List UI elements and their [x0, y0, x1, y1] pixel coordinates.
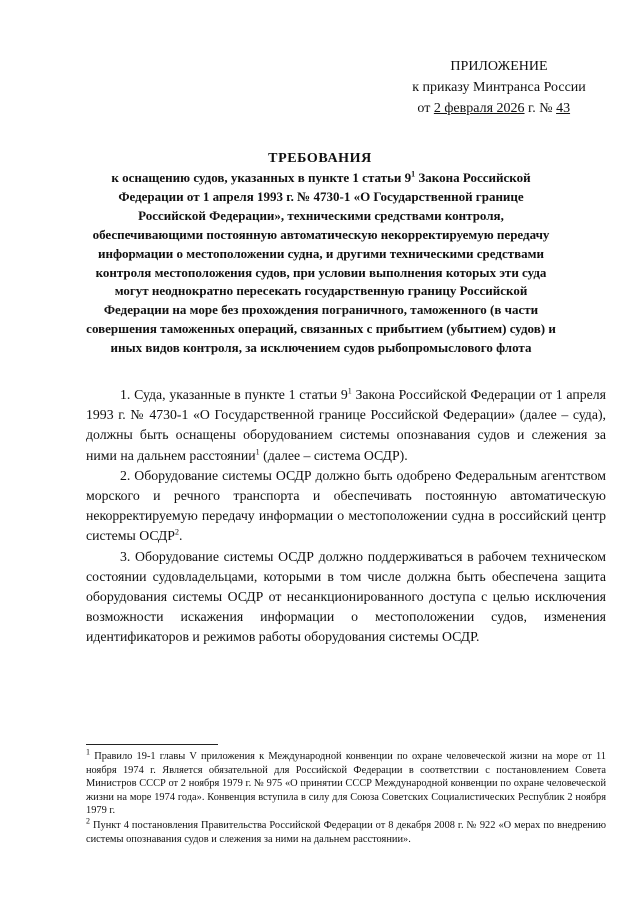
footnote-1: [86, 747, 606, 818]
p1-text-a: 1. Суда, указанные в пункте 1 статьи 9: [120, 387, 348, 402]
document-subtitle: [86, 169, 556, 358]
footnote-ref-2: 2: [174, 527, 179, 537]
document-title: ТРЕБОВАНИЯ: [268, 151, 372, 166]
footnote-2-text: Пункт 4 постановления Правительства Российской Федерации от 8 декабря 2008 г. № 922 «О мерах по внедрению системы опознавания судов и слежения за ними на дальнем расстоянии».: [86, 819, 606, 845]
order-date: 2 февраля 2026: [433, 101, 525, 116]
appendix-header: [404, 56, 594, 119]
p1-sup: 1: [347, 386, 352, 396]
subtitle-part1: к оснащению судов, указанных в пункте 1 статьи 9: [111, 170, 412, 185]
subtitle-part2: Закона Российской Федерации от 1 апреля 1993 г. № 4730-1 «О Государственной границе Российской Федерации», техническими средствами контроля, обеспечивающими постоянную автоматическую некорректируемую передачу информации о местоположении судна, и другими техническими средствами контроля местоположения судов, при условии выполнения которых эти суда могут неоднократно пересекать государственную границу Российской Федерации на море без прохождения пограничного, таможенного (в части совершения таможенных операций, связанных с прибытием (убытием) судов) и иных видов контроля, за исключением судов рыбопромыслового флота: [86, 170, 556, 356]
paragraph-1: [86, 385, 606, 466]
footnotes: [86, 747, 606, 847]
number-prefix: г. №: [528, 101, 553, 116]
paragraph-3: 3. Оборудование системы ОСДР должно поддерживаться в рабочем техническом состоянии судовладельцами, которыми в том числе должна быть обеспечена защита оборудования системы ОСДР от несанкционированного доступа с целью исключения возможности искажения информации о местоположении судов, изменения идентификаторов и режимов работы оборудования системы ОСДР.: [86, 548, 606, 645]
paragraph-2: [86, 466, 606, 547]
p1-text-b: Закона Российской Федерации от 1 апреля 1993 г. № 4730-1 «О Государственной границе Российской Федерации» (далее – суда), должны быть оснащены оборудованием системы опознавания судов и слежения за ними на дальнем расстоянии: [86, 387, 607, 463]
date-prefix: от: [417, 101, 431, 116]
p2-text-b: .: [178, 528, 183, 544]
p1-text-c: (далее – система ОСДР).: [259, 447, 408, 463]
appendix-label: ПРИЛОЖЕНИЕ: [450, 59, 548, 74]
p2-text-a: 2. Оборудование системы ОСДР должно быть одобрено Федеральным агентством морского и речного транспорта и обеспечивать постоянную автоматическую некорректируемую передачу информации о местоположении судна в российский центр системы ОСДР: [86, 467, 606, 544]
appendix-order-ref: к приказу Минтранса России: [412, 80, 586, 95]
footnote-divider: [86, 744, 218, 745]
footnote-2-mark: 2: [86, 816, 90, 826]
footnote-1-text: Правило 19-1 главы V приложения к Международной конвенции по охране человеческой жизни на море от 11 ноября 1974 г. Является обязательной для Российской Федерации в соответствии с постановлением Совета Министров СССР от 2 ноября 1979 г. № 975 «О принятии СССР Международной конвенции по охране человеческой жизни на море 1974 года». Конвенция вступила в силу для Союза Советских Социалистических Республик 2 ноября 1979 г.: [86, 751, 606, 817]
footnote-2: [86, 816, 606, 846]
appendix-date-line: [404, 98, 594, 119]
footnote-1-mark: 1: [86, 747, 90, 757]
order-number: 43: [556, 101, 571, 116]
subtitle-sup: 1: [411, 169, 416, 179]
document-body: [86, 385, 606, 648]
footnote-ref-1: 1: [255, 447, 260, 457]
